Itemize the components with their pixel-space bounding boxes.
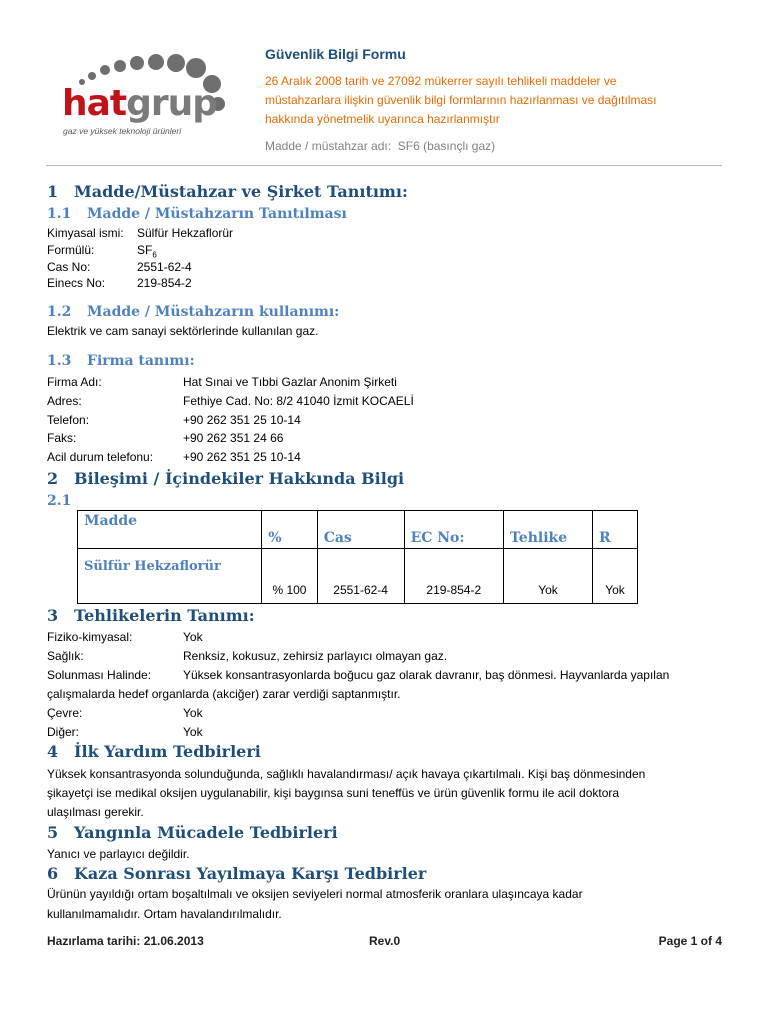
header-divider [46, 165, 722, 166]
identity-label: Kimyasal ismi: [47, 226, 124, 240]
preparation-date: Hazırlama tarihi: 21.06.2013 [47, 934, 204, 948]
first-aid-text: ulaşılması gerekir. [47, 805, 144, 819]
hazard-value-continued: çalışmalarda hedef organlarda (akciğer) zarar verdiği saptanmıştır. [47, 687, 401, 701]
hazard-label: Solunması Halinde: [47, 668, 152, 682]
table-cell: 219-854-2 [404, 549, 503, 604]
table-cell: 2551-62-4 [317, 549, 404, 604]
table-cell: % 100 [262, 549, 317, 604]
section-5-heading: 5 Yangınla Mücadele Tedbirleri [47, 823, 338, 842]
regulation-line: hakkında yönetmelik uyarınca hazırlanmıştır [265, 112, 500, 126]
table-cell: Yok [592, 549, 637, 604]
table-header-cell: Tehlike [504, 511, 593, 549]
table-header-cell: % [262, 511, 317, 549]
hazard-value: Yüksek konsantrasyonlarda boğucu gaz olarak davranır, baş dönmesi. Hayvanlarda yapılan [183, 668, 670, 682]
first-aid-text: Yüksek konsantrasyonda solunduğunda, sağlıklı havalandırması/ açık havaya çıkartılmalı. Kişi baş dönmesinden [47, 767, 646, 781]
identity-value: Sülfür Hekzaflorür [137, 226, 234, 240]
section-1-1-heading: 1.1 Madde / Müstahzarın Tanıtılması [47, 206, 347, 222]
hazard-label: Diğer: [47, 725, 80, 739]
formula-value: $SF_6$ [137, 243, 157, 260]
section-1-3-heading: 1.3 Firma tanımı: [47, 353, 195, 369]
table-row [78, 549, 638, 604]
company-logo: hatgrup [62, 83, 218, 124]
hazard-label: Fiziko-kimyasal: [47, 630, 133, 644]
revision: Rev.0 [369, 934, 401, 948]
table-cell: Sülfür Hekzaflorür [78, 549, 262, 604]
section-6-heading: 6 Kaza Sonrası Yayılmaya Karşı Tedbirler [47, 864, 427, 883]
form-title: Güvenlik Bilgi Formu [265, 46, 406, 62]
table-cell: Yok [504, 549, 593, 604]
company-value: +90 262 351 24 66 [183, 431, 284, 445]
fire-fighting-text: Yanıcı ve parlayıcı değildir. [47, 847, 190, 861]
composition-table [77, 510, 638, 604]
regulation-line: müstahzarlara ilişkin güvenlik bilgi formlarının hazırlanması ve dağıtılması [265, 93, 657, 107]
regulation-line: 26 Aralık 2008 tarih ve 27092 mükerrer sayılı tehlikeli maddeler ve [265, 74, 617, 88]
section-1-2-heading: 1.2 Madde / Müstahzarın kullanımı: [47, 304, 340, 320]
section-2-1-heading: 2.1 [47, 493, 72, 509]
table-header-cell: R [592, 511, 637, 549]
accidental-release-text: Ürünün yayıldığı ortam boşaltılmalı ve oksijen seviyeleri normal atmosferik oranlara ulaşıncaya kadar [47, 887, 583, 901]
page-number: Page 1 of 4 [658, 934, 722, 948]
section-1-heading: 1 Madde/Müstahzar ve Şirket Tanıtımı: [47, 182, 408, 201]
first-aid-text: şikayetçi ise medikal oksijen uygulanabilir, kişi baygınsa suni teneffüs ve ürün güvenlik formu ile acil doktora [47, 786, 620, 800]
section-4-heading: 4 İlk Yardım Tedbirleri [47, 742, 261, 761]
identity-value: 2551-62-4 [137, 260, 192, 274]
company-value: +90 262 351 25 10-14 [183, 413, 301, 427]
hazard-label: Sağlık: [47, 649, 84, 663]
hazard-value: Yok [183, 706, 203, 720]
section-2-heading: 2 Bileşimi / İçindekiler Hakkında Bilgi [47, 469, 405, 488]
accidental-release-text: kullanılmamalıdır. Ortam havalandırılmalıdır. [47, 907, 282, 921]
table-header-cell: Cas [317, 511, 404, 549]
table-header-cell: Madde [78, 511, 262, 549]
substance-name: Madde / müstahzar adı: SF6 (basınçlı gaz) [265, 139, 496, 153]
table-header-row [78, 511, 638, 549]
table-header-cell: EC No: [404, 511, 503, 549]
hazard-value: Yok [183, 725, 203, 739]
company-value: +90 262 351 25 10-14 [183, 450, 301, 464]
company-label: Faks: [47, 431, 77, 445]
usage-text: Elektrik ve cam sanayi sektörlerinde kullanılan gaz. [47, 324, 319, 338]
company-label: Acil durum telefonu: [47, 450, 154, 464]
identity-label: Einecs No: [47, 276, 106, 290]
section-3-heading: 3 Tehlikelerin Tanımı: [47, 606, 255, 625]
hazard-label: Çevre: [47, 706, 83, 720]
company-value: Fethiye Cad. No: 8/2 41040 İzmit KOCAELİ [183, 394, 414, 408]
identity-value: 219-854-2 [137, 276, 192, 290]
hazard-value: Yok [183, 630, 203, 644]
company-label: Firma Adı: [47, 375, 102, 389]
hazard-value: Renksiz, kokusuz, zehirsiz parlayıcı olmayan gaz. [183, 649, 448, 663]
company-label: Adres: [47, 394, 82, 408]
logo-tagline: gaz ve yüksek teknoloji ürünleri [63, 126, 182, 136]
company-label: Telefon: [47, 413, 90, 427]
identity-label: Cas No: [47, 260, 91, 274]
company-value: Hat Sınai ve Tıbbi Gazlar Anonim Şirketi [183, 375, 397, 389]
identity-label: Formülü: [47, 243, 95, 257]
